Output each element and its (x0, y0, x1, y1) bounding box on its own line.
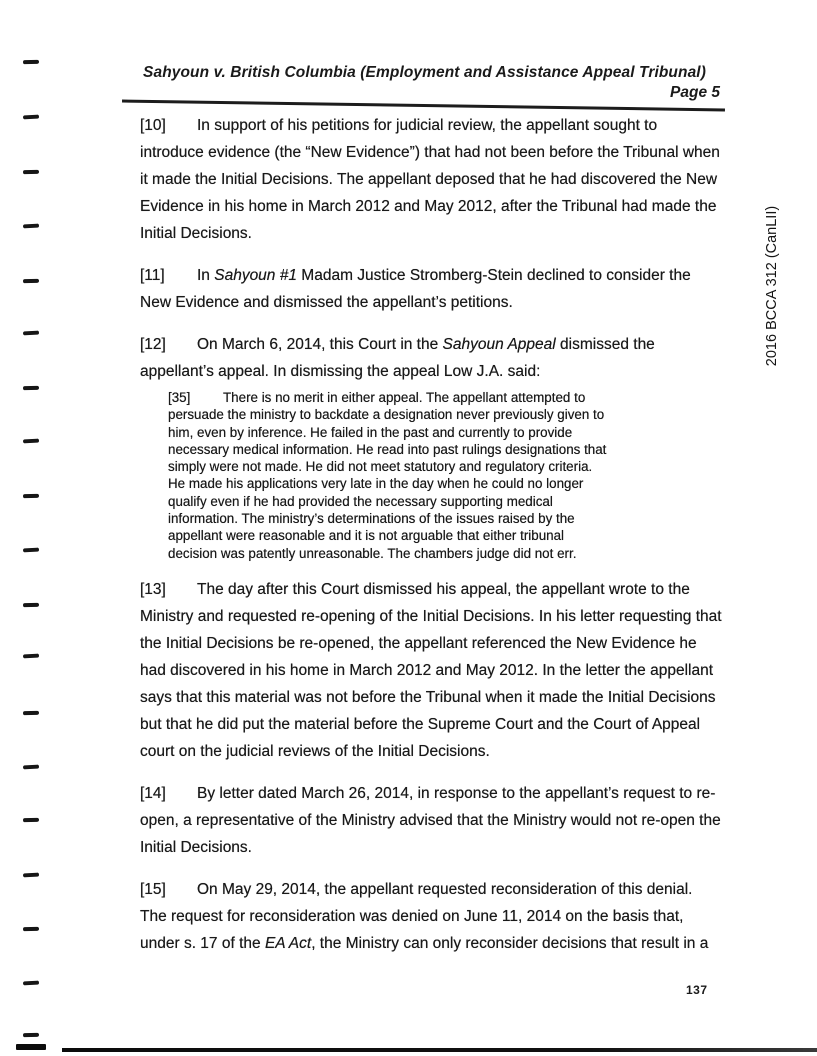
paragraph-text (140, 785, 721, 856)
text-run: dismissed the appellant’s appeal. In dismissing the appeal Low J.A. said: (140, 336, 655, 380)
scan-mark (23, 711, 39, 715)
page-number-label: Page 5 (670, 84, 720, 101)
paragraph-12 (140, 331, 723, 385)
scan-mark (23, 1033, 39, 1037)
paragraph-text (140, 581, 722, 760)
quote-text (168, 390, 606, 561)
quote-paragraph-number: [35] (168, 390, 191, 405)
paragraph-number: [15] (140, 880, 166, 898)
block-quote-35 (168, 389, 609, 562)
record-sheet-number: 137 (686, 983, 708, 997)
scan-mark (23, 765, 39, 769)
paragraph-14 (140, 780, 723, 861)
paragraph-13 (140, 576, 723, 765)
scan-mark (23, 548, 39, 552)
scan-mark (23, 170, 39, 174)
scan-mark (23, 818, 39, 822)
paragraph-number: [11] (140, 267, 165, 284)
text-run: On March 6, 2014, this Court in the (197, 336, 443, 353)
scan-mark (23, 654, 39, 658)
italic-text-run: EA Act (264, 934, 312, 952)
text-run: There is no merit in either appeal. The appellant attempted to persuade the ministry to backdate a designation never previously given to him, even by inference. He failed in the past and currently to provide necessary medical information. He read into past rulings designations that simply were not made. He did not meet statutory and regulatory criteria. He made his applications very late in the day when he could no longer qualify even if he had provided the necessary supporting medical information. The ministry’s determinations of the issues raised by the appellant were reasonable and it is not arguable that either tribunal decision was patently unreasonable. The chambers judge did not err. (168, 390, 607, 561)
paragraph-10 (140, 112, 723, 247)
scan-mark (23, 224, 39, 228)
text-run: By letter dated March 26, 2014, in response to the appellant’s request to re-open, a representative of the Ministry advised that the Ministry would not re-open the Initial Decisions. (140, 784, 721, 856)
document-body (140, 112, 723, 972)
text-run: The day after this Court dismissed his appeal, the appellant wrote to the Ministry and requested re-opening of the Initial Decisions. In his letter requesting that the Initial Decisions be re-opened, the appellant referenced the New Evidence he had discovered in his home in March 2012 and May 2012. In the letter the appellant says that this material was not before the Tribunal when it made the Initial Decisions but that he did put the material before the Supreme Court and the Court of Appeal court on the judicial reviews of the Initial Decisions. (140, 580, 722, 760)
scan-mark (23, 927, 39, 931)
page-header (125, 64, 724, 102)
text-run: Madam Justice Stromberg-Stein declined to consider the New Evidence and dismissed the appellant’s petitions. (140, 267, 691, 311)
paragraph-text (140, 336, 655, 380)
paragraph-number: [12] (140, 336, 166, 353)
paragraph-number: [14] (140, 784, 166, 802)
scan-mark (23, 873, 39, 877)
scan-mark (23, 115, 39, 119)
paragraph-11 (140, 262, 723, 316)
scan-mark (23, 603, 39, 607)
paragraph-text (140, 267, 691, 311)
paragraph-text (140, 881, 708, 952)
paragraph-number: [13] (140, 580, 166, 598)
scan-bottom-edge (62, 1048, 817, 1052)
scan-mark (23, 981, 39, 985)
scan-mark (23, 494, 39, 498)
scan-mark (23, 279, 39, 283)
italic-text-run: Sahyoun #1 (214, 267, 297, 284)
paragraph-15 (140, 876, 723, 957)
canlii-citation-sidebar: 2016 BCCA 312 (CanLII) (764, 205, 780, 367)
case-title: Sahyoun v. British Columbia (Employment and Assistance Appeal Tribunal) (143, 64, 706, 81)
text-run: On May 29, 2014, the appellant requested reconsideration of this denial. The request for reconsideration was denied on June 11, 2014 on the basis that, under s. 17 of the (140, 880, 693, 952)
paragraph-text (140, 117, 720, 242)
scan-mark (23, 439, 39, 443)
text-run: In support of his petitions for judicial review, the appellant sought to introduce evidence (the “New Evidence”) that had not been before the Tribunal when it made the Initial Decisions. The appellant deposed that he had discovered the New Evidence in his home in March 2012 and May 2012, after the Tribunal had made the Initial Decisions. (140, 117, 720, 242)
scan-bottom-artifact (16, 1044, 46, 1050)
scan-mark (23, 60, 39, 64)
text-run: In (197, 267, 215, 284)
italic-text-run: Sahyoun Appeal (442, 336, 556, 353)
paragraph-number: [10] (140, 117, 166, 134)
scan-mark (23, 386, 39, 390)
text-run: , the Ministry can only reconsider decisions that result in a (311, 934, 709, 952)
scan-mark (23, 331, 39, 335)
